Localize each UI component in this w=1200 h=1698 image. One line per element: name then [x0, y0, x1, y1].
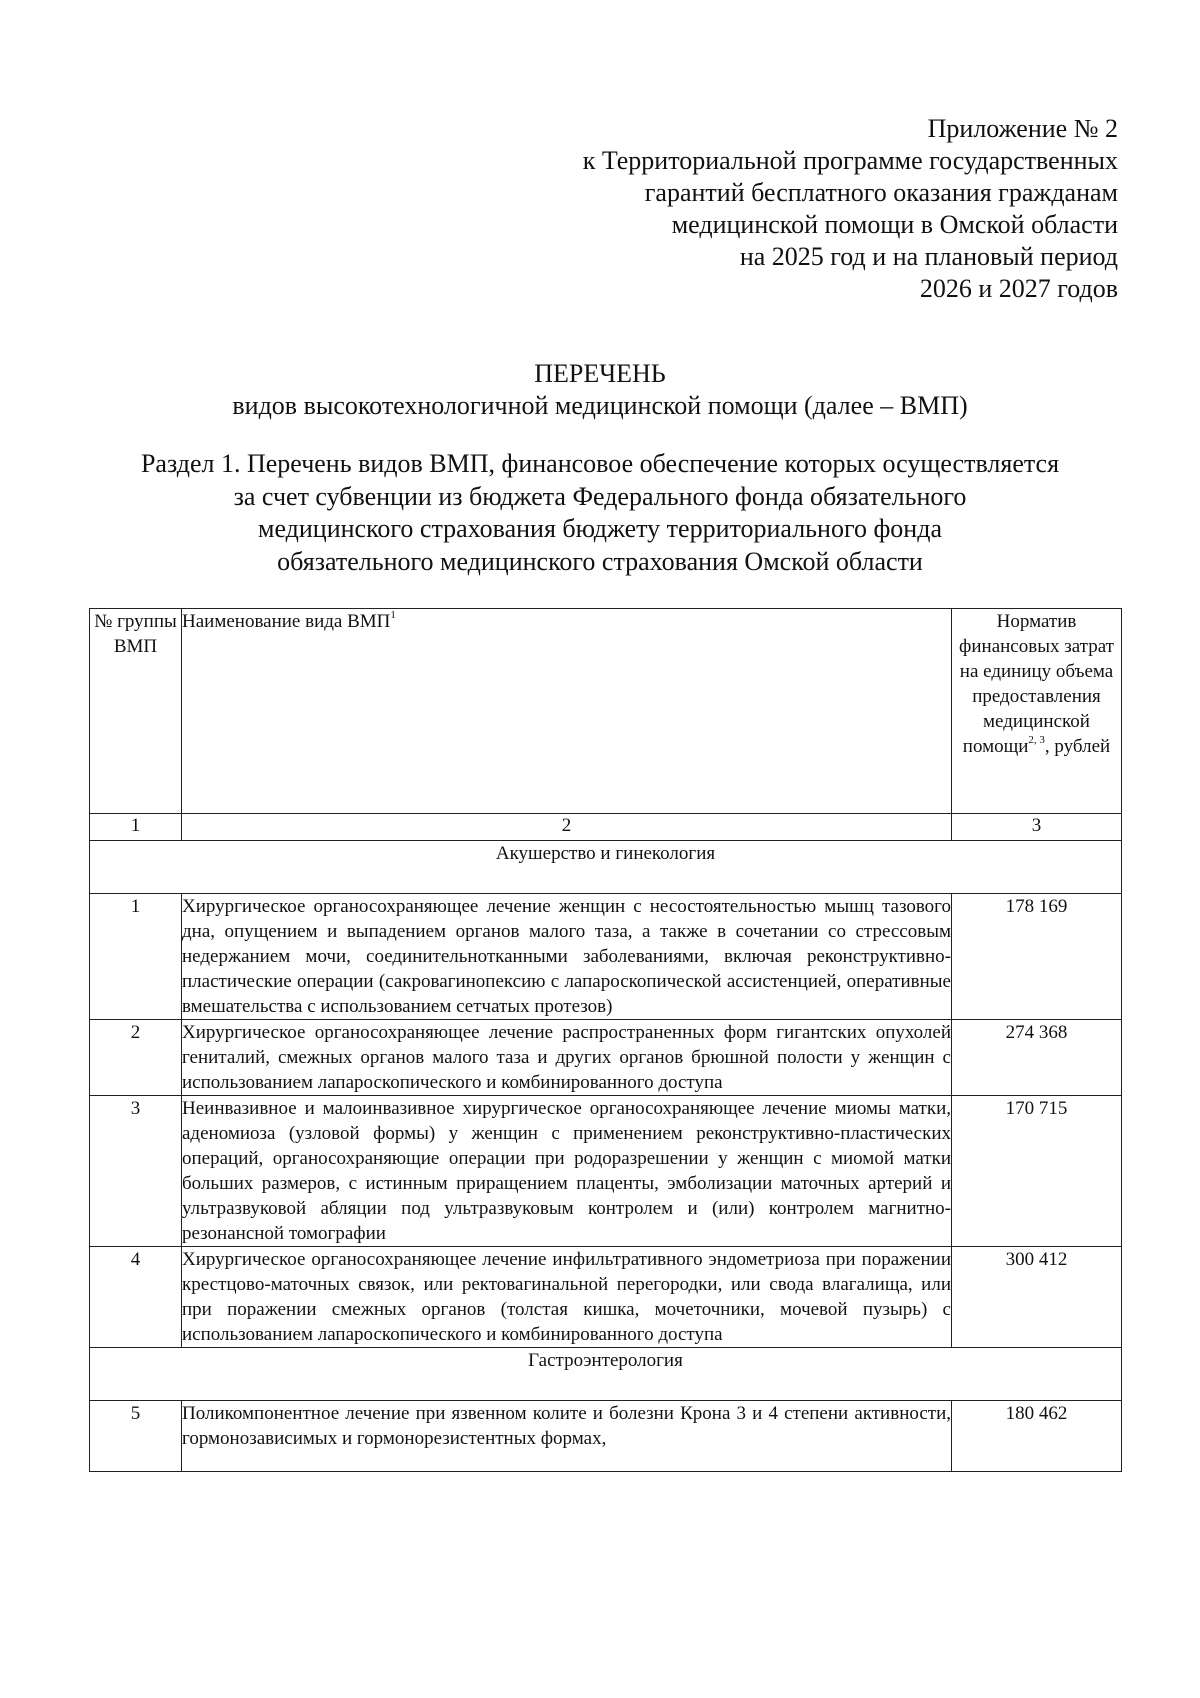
cost-norm: 300 412: [952, 1247, 1122, 1348]
table-row: [90, 894, 1122, 1020]
vmp-name: Неинвазивное и малоинвазивное хирургическое органосохраняющее лечение миомы матки, аденомиоза (узловой формы) у женщин с применением реконструктивно-пластических операций, органосохраняющие операции при родоразрешении у женщин с миомой матки больших размеров, с истинным приращением плаценты, эмболизации маточных артерий и ультразвуковой абляции под ультразвуковым контролем и (или) контролем магнитно-резонансной томографии: [182, 1096, 952, 1247]
vmp-name: Хирургическое органосохраняющее лечение женщин с несостоятельностью мышц тазового дна, опущением и выпадением органов малого таза, а также в сочетании со стрессовым недержанием мочи, соединительнотканными заболеваниями, включая реконструктивно-пластические операции (сакровагинопексию с лапароскопической ассистенцией, оперативные вмешательства с использованием сетчатых протезов): [182, 894, 952, 1020]
table-row: [90, 1096, 1122, 1247]
annex-header: [418, 113, 1118, 305]
section-line: за счет субвенции из бюджета Федерального фонда обязательного: [233, 481, 967, 511]
header-vmp-name: Наименование вида ВМП$^1$: [182, 609, 952, 814]
section-title: [60, 448, 1140, 578]
category-gastro: Гастроэнтерология: [90, 1348, 1122, 1401]
group-number: 3: [90, 1096, 182, 1247]
category-row: [90, 1348, 1122, 1401]
vmp-table: [89, 608, 1122, 1472]
annex-line: на 2025 год и на плановый период: [739, 242, 1118, 271]
cost-norm: 178 169: [952, 894, 1122, 1020]
vmp-name: Хирургическое органосохраняющее лечение распространенных форм гигантских опухолей гениталий, смежных органов малого таза и других органов брюшной полости у женщин с использованием лапароскопического и комбинированного доступа: [182, 1020, 952, 1096]
annex-line: Приложение № 2: [927, 114, 1118, 143]
section-line: Раздел 1. Перечень видов ВМП, финансовое обеспечение которых осуществляется: [140, 449, 1060, 478]
vmp-name: [182, 1401, 952, 1472]
section-line: медицинского страхования бюджету территориального фонда: [258, 514, 942, 543]
table-row: [90, 1401, 1122, 1472]
document-title: [0, 358, 1200, 422]
group-number: 4: [90, 1247, 182, 1348]
group-number: 1: [90, 894, 182, 1020]
column-number-row: [90, 814, 1122, 841]
cost-norm: 274 368: [952, 1020, 1122, 1096]
vmp-name-text: Поликомпонентное лечение при язвенном колите и болезни Крона 3 и 4 степени активности, гормонозависимых и гормонорезистентных формах,: [182, 1403, 951, 1449]
category-row: [90, 841, 1122, 894]
table-header-row: [90, 609, 1122, 814]
title-subtitle: видов высокотехнологичной медицинской помощи (далее – ВМП): [232, 391, 968, 420]
column-number: 1: [90, 814, 182, 841]
vmp-name: Хирургическое органосохраняющее лечение инфильтративного эндометриоза при поражении крестцово-маточных связок, или ректовагинальной перегородки, или свода влагалища, или при поражении смежных органов (толстая кишка, мочеточники, мочевой пузырь) с использованием лапароскопического и комбинированного доступа: [182, 1247, 952, 1348]
annex-line: к Территориальной программе государственных: [582, 146, 1118, 175]
table-row: [90, 1247, 1122, 1348]
section-line: обязательного медицинского страхования Омской области: [277, 546, 923, 576]
header-group-number: № группы ВМП: [90, 609, 182, 814]
header-cost-norm: Норматив финансовых затрат на единицу объема предоставления медицинской помощи$^{2, 3}$, рублей: [952, 609, 1122, 814]
title-main: ПЕРЕЧЕНЬ: [534, 359, 666, 388]
annex-line: 2026 и 2027 годов: [919, 274, 1118, 303]
column-number: 3: [952, 814, 1122, 841]
group-number: 2: [90, 1020, 182, 1096]
annex-line: гарантий бесплатного оказания гражданам: [644, 178, 1118, 207]
annex-line: медицинской помощи в Омской области: [671, 210, 1118, 239]
footnote-mark: 2, 3: [1028, 733, 1045, 746]
table-row: [90, 1020, 1122, 1096]
footnote-mark: 1: [390, 608, 396, 621]
cost-norm: 180 462: [952, 1401, 1122, 1472]
column-number: 2: [182, 814, 952, 841]
cost-norm: 170 715: [952, 1096, 1122, 1247]
category-obstetrics: Акушерство и гинекология: [90, 841, 1122, 894]
group-number: 5: [90, 1401, 182, 1472]
